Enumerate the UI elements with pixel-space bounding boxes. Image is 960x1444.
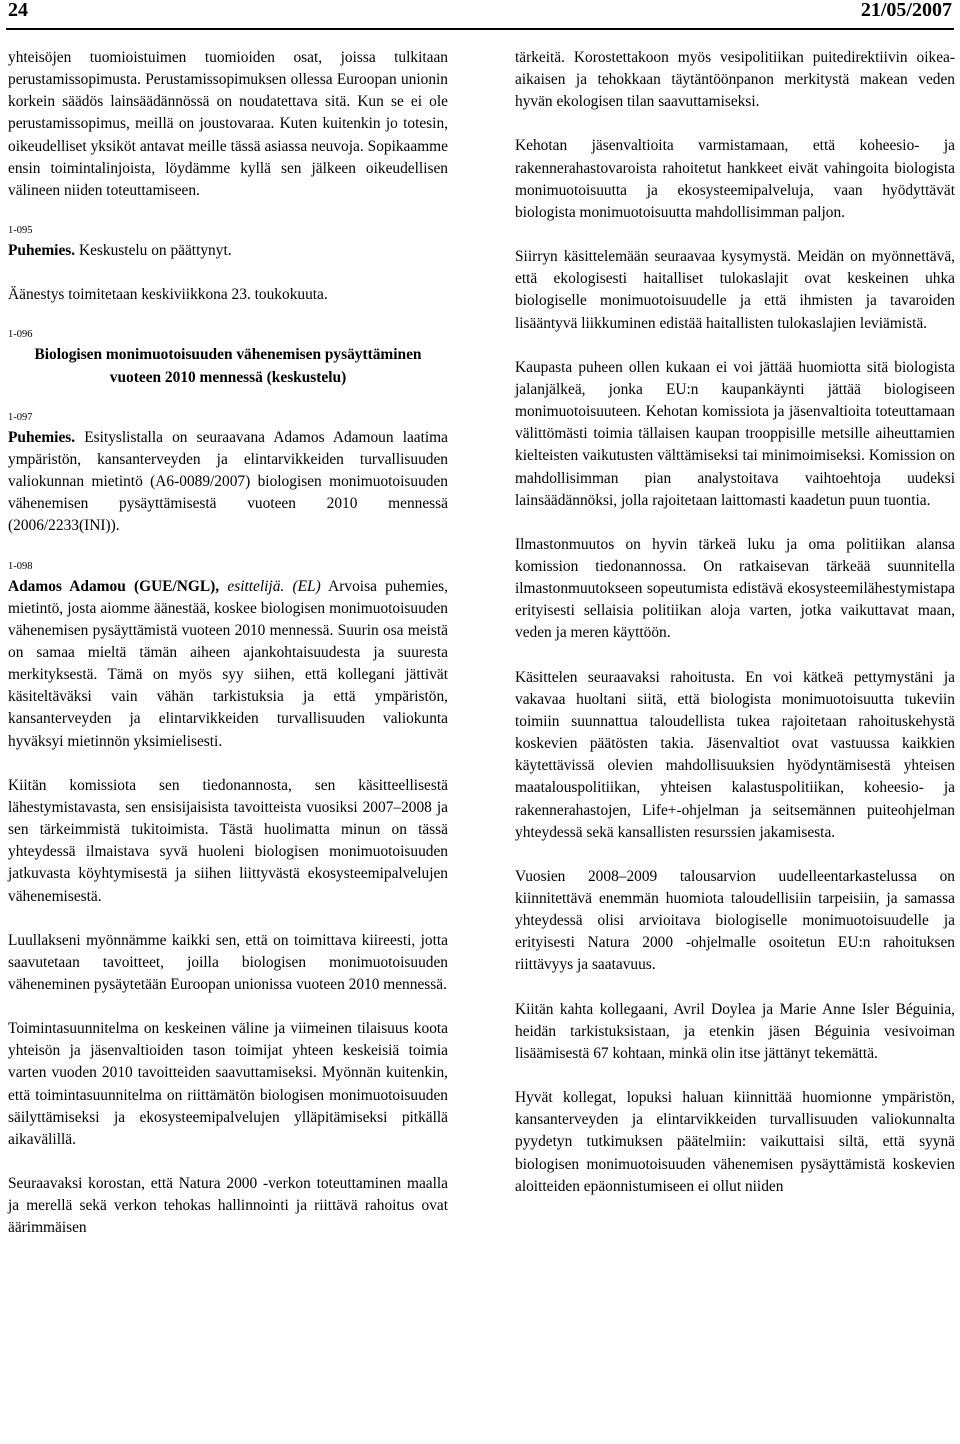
right-column <box>515 47 955 1220</box>
speaker-role: esittelijä. <box>219 577 285 595</box>
paragraph: Luullakseni myönnämme kaikki sen, että on toimittava kiireesti, jotta saavutetaan tavoitteet, joilla biologisen monimuotoisuuden väheneminen pysäytetään Euroopan unionissa vuoteen 2010 mennessä. <box>8 931 448 993</box>
speech-text: Arvoisa puhemies, mietintö, josta aiomme äänestää, koskee biologisen monimuotoisuuden vähenemisen pysäyttämistä vuoteen 2010 mennessä. Suurin osa meistä on samaa mieltä tämän aiheen ajankohtaisuudesta ja suuresta merkityksestä. Tämä on myös syy siihen, että kollegani jättivät käsiteltäväksi vain vähän tarkistuksia ja että ympäristön, kansanterveyden ja elintarvikkeiden turvallisuuden valiokunta hyväksyi mietinnön yksimielisesti. <box>8 577 449 750</box>
paragraph: Hyvät kollegat, lopuksi haluan kiinnittää huomionne ympäristön, kansanterveyden ja elintarvikkeiden turvallisuuden valiokunnalta pyydetyn tutkimuksen päätelmiin: vaikuttaisi siltä, että syynä biologisen monimuotoisuuden vähenemisen pysäyttämistä koskevien aloitteiden epäonnistumiseen ei ollut niiden <box>515 1089 955 1195</box>
speech-text: Keskustelu on päättynyt. <box>75 242 232 260</box>
paragraph: tärkeitä. Korostettakoon myös vesipolitiikan puitedirektiivin oikea-aikaisen ja tehokkaan täytäntöönpanon merkitystä makean veden hyvän ekologisen tilan saavuttamiseksi. <box>515 49 955 111</box>
paragraph: Kaupasta puheen ollen kukaan ei voi jättää huomiotta sitä biologista jalanjälkeä, jonka EU:n kaupankäynti jättää biologiseen monimuotoisuuteen. Kehotan komissiota ja jäsenvaltioita toteuttamaan välittömästi toimia tällaisen kaupan trooppisille metsille aiheuttamien kielteisten vaikutusten välttämiseksi tai minimoimiseksi. Komission on mahdollisimman pian analystoitava vaihtoehtoja uudeksi lainsäädännöksi, jolla rajoitetaan laittomasti kaadetun puun tuontia. <box>515 358 955 509</box>
item-reference: 1-097 <box>8 411 33 423</box>
paragraph: Äänestys toimitetaan keskiviikkona 23. toukokuuta. <box>8 286 328 304</box>
speaker-name: Puhemies. <box>8 428 76 446</box>
speech-paragraph <box>8 576 448 753</box>
paragraph: Kiitän komissiota sen tiedonannosta, sen käsitteellisestä lähestymistavasta, sen ensisijaisista tavoitteista vuosiksi 2007–2008 ja sen tärkeimmistä tukitoimista. Tästä huolimatta minun on tässä yhteydessä ilmaistava syvä huoleni biologisen monimuotoisuuden jatkuvasta köyhtymisestä ja siihen liittyvästä ekosysteemipalvelujen vähenemisestä. <box>8 776 448 905</box>
speech-language: (EL) <box>284 577 321 595</box>
speaker-name: Puhemies. <box>8 242 76 260</box>
speech-text: Esityslistalla on seuraavana Adamos Adamoun laatima ympäristön, kansanterveyden ja elintarvikkeiden turvallisuuden valiokunnan mietintö (A6-0089/2007) biologisen monimuotoisuuden vähenemisen pysäyttämisestä vuoteen 2010 mennessä (2006/2233(INI)). <box>8 428 448 535</box>
page-number: 24 <box>8 0 28 21</box>
paragraph: Vuosien 2008–2009 talousarvion uudelleentarkastelussa on kiinnitettävä enemmän huomiota taloudellisiin tarpeisiin, ja samassa yhteydessä olisi arvioitava biologiselle monimuotoisuudelle ja erityisesti Natura 2000 -ohjelmalle osoitetun EU:n rahoituksen riittävyys ja saatavuus. <box>515 867 955 974</box>
document-date: 21/05/2007 <box>860 0 952 21</box>
left-column <box>8 47 448 1262</box>
speaker-name: Adamos Adamou (GUE/NGL), <box>8 577 220 595</box>
item-reference: 1-096 <box>8 329 33 341</box>
paragraph: Toimintasuunnitelma on keskeinen väline ja viimeinen tilaisuus koota yhteisön ja jäsenvaltioiden tason toimijat yhteen keskeisiä toimia varten vuoden 2010 tavoitteiden saavuttamiseksi. Myönnän kuitenkin, että toimintasuunnitelma on riittämätön biologisen monimuotoisuuden säilyttämiseksi ja ekosysteemipalvelujen ylläpitämiseksi pitkällä aikavälillä. <box>8 1020 448 1148</box>
paragraph: Seuraavaksi korostan, että Natura 2000 -verkon toteuttaminen maalla ja merellä sekä verkon tehokas hallinnointi ja riittävä rahoitus ovat äärimmäisen <box>8 1175 448 1237</box>
item-reference: 1-095 <box>8 225 33 237</box>
paragraph: Ilmastonmuutos on hyvin tärkeä luku ja oma politiikan alansa komission tiedonannossa. On ratkaisevan tärkeää suunnitella ilmastonmuutokseen sopeutumista edistävä ekosysteemilähestymistapa erityisesti sellaisia politiikan aloja varten, jotka vaikuttavat maan, veden ja meren käyttöön. <box>515 535 955 642</box>
paragraph: Siirryn käsittelemään seuraavaa kysymystä. Meidän on myönnettävä, että ekologisesti haitalliset tulokaslajit ovat keskeinen uhka biologiselle monimuotoisuudelle ja että ihmisten ja tavaroiden lisääntyvä liikkuminen edistää haitallisten tulokaslajien leviämistä. <box>515 248 955 332</box>
page-header <box>6 0 954 30</box>
item-reference: 1-098 <box>8 560 33 572</box>
paragraph: Käsittelen seuraavaksi rahoitusta. En voi kätkeä pettymystäni ja vakavaa huoltani siitä, että biologista monimuotoisuutta tukeviin toimiin suunnattua taloudellista tukea rajoitetaan rahoituskehystä koskevien päätösten takia. Jäsenvaltiot ovat vastuussa kaikkien käytettävissä olevien mahdollisuuksien hyödyntämisestä yhteisen maatalouspolitiikan, yhteisen kalastuspolitiikan, koheesio- ja rakennerahastojen, Life+-ohjelman ja seitsemännen puiteohjelman yhteydessä sekä kansallisten resurssien jakamisesta. <box>515 668 955 841</box>
paragraph: yhteisöjen tuomioistuimen tuomioiden osat, joissa tulkitaan perustamissopimusta. Perustamissopimuksen ollessa Euroopan unionin korkein säädös lainsäädännössä on noudatettava sitä. Kun se ei ole perustamissopimus, meillä on joustovaraa. Kuten kuitenkin jo totesin, oikeudelliset yksiköt antavat meille tässä asiassa neuvoja. Sopikaamme ensin toimintalinjoista, löydämme kyllä sen jälkeen oikeudellisen välineen niiden toteuttamiseen. <box>8 49 448 199</box>
paragraph: Kiitän kahta kollegaani, Avril Doylea ja Marie Anne Isler Béguinia, heidän tarkistuksistaan, ja etenkin jäsen Béguinia vesivoiman lisäämisestä 67 kohtaan, minkä olin itse jättänyt tekemättä. <box>515 1000 955 1062</box>
paragraph: Kehotan jäsenvaltioita varmistamaan, että koheesio- ja rakennerahastovaroista rahoitetut hankkeet eivät vahingoita biologista monimuotoisuutta ja ekosysteemipalveluja, vaan hyödyttävät biologista monimuotoisuutta mahdollisimman paljon. <box>515 137 955 221</box>
agenda-item-title: Biologisen monimuotoisuuden vähenemisen pysäyttäminen vuoteen 2010 mennessä (keskustelu) <box>34 346 422 386</box>
speech-paragraph <box>8 240 448 262</box>
speech-paragraph <box>8 427 448 538</box>
